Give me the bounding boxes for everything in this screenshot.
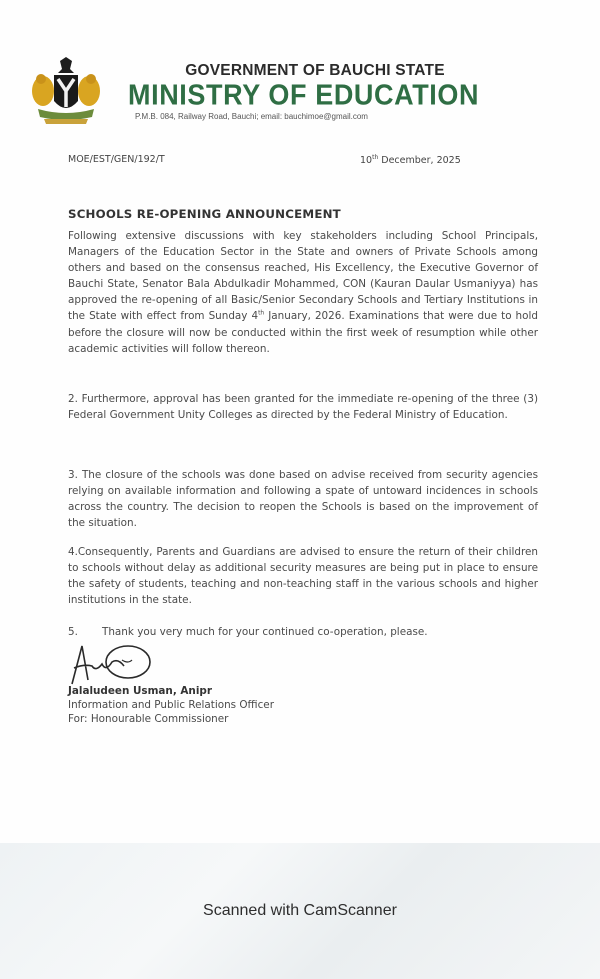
scanner-footer [0, 843, 600, 979]
ministry-address: P.M.B. 084, Railway Road, Bauchi; email: bauchimoe@gmail.com [135, 112, 368, 121]
signatory-for: For: Honourable Commissioner [68, 713, 229, 725]
paragraph-5: 5. Thank you very much for your continued co-operation, please. [68, 626, 428, 638]
reference-number: MOE/EST/GEN/192/T [68, 154, 165, 165]
paragraph-4: 4.Consequently, Parents and Guardians are advised to ensure the return of their children to schools without delay as additional security measures are being put in place to ensure the safety of students, teaching and non-teaching staff in the various schools and higher institutions in the state. [68, 546, 538, 607]
paragraph-1: Following extensive discussions with key stakeholders including School Principals, Managers of the Education Sector in the State and owners of Private Schools among others and based on the consensus reached, His Excellency, the Executive Governor of Bauchi State, Senator Bala Abdulkadir Mohammed, CON (Kauran Daular Usmaniyya) has approved the re-opening of all Basic/Senior Secondary Schools and Tertiary Institutions in the State with effect from Sunday 4th January, 2026. Examinations that were due to hold before the closure will now be conducted within the first week of resumption while other academic activities will follow thereon. [68, 230, 538, 355]
signatory-name: Jalaludeen Usman, Anipr [68, 685, 212, 697]
signature-icon [66, 640, 216, 688]
paragraph-3: 3. The closure of the schools was done based on advise received from security agencies relying on available information and following a spate of untoward incidences in schools across the country. The decision to reopen the Schools is based on the improvement of the situation. [68, 469, 538, 530]
letter-date: 10th December, 2025 [360, 154, 461, 167]
announcement-title: SCHOOLS RE-OPENING ANNOUNCEMENT [68, 207, 341, 221]
camscanner-watermark: Scanned with CamScanner [203, 902, 397, 919]
signatory-title: Information and Public Relations Officer [68, 699, 274, 711]
government-heading: GOVERNMENT OF BAUCHI STATE [185, 62, 445, 79]
paragraph-2: 2. Furthermore, approval has been granted for the immediate re-opening of the three (3) Federal Government Unity Colleges as directed by the Federal Ministry of Education. [68, 393, 538, 422]
ministry-heading: MINISTRY OF EDUCATION [128, 79, 480, 111]
